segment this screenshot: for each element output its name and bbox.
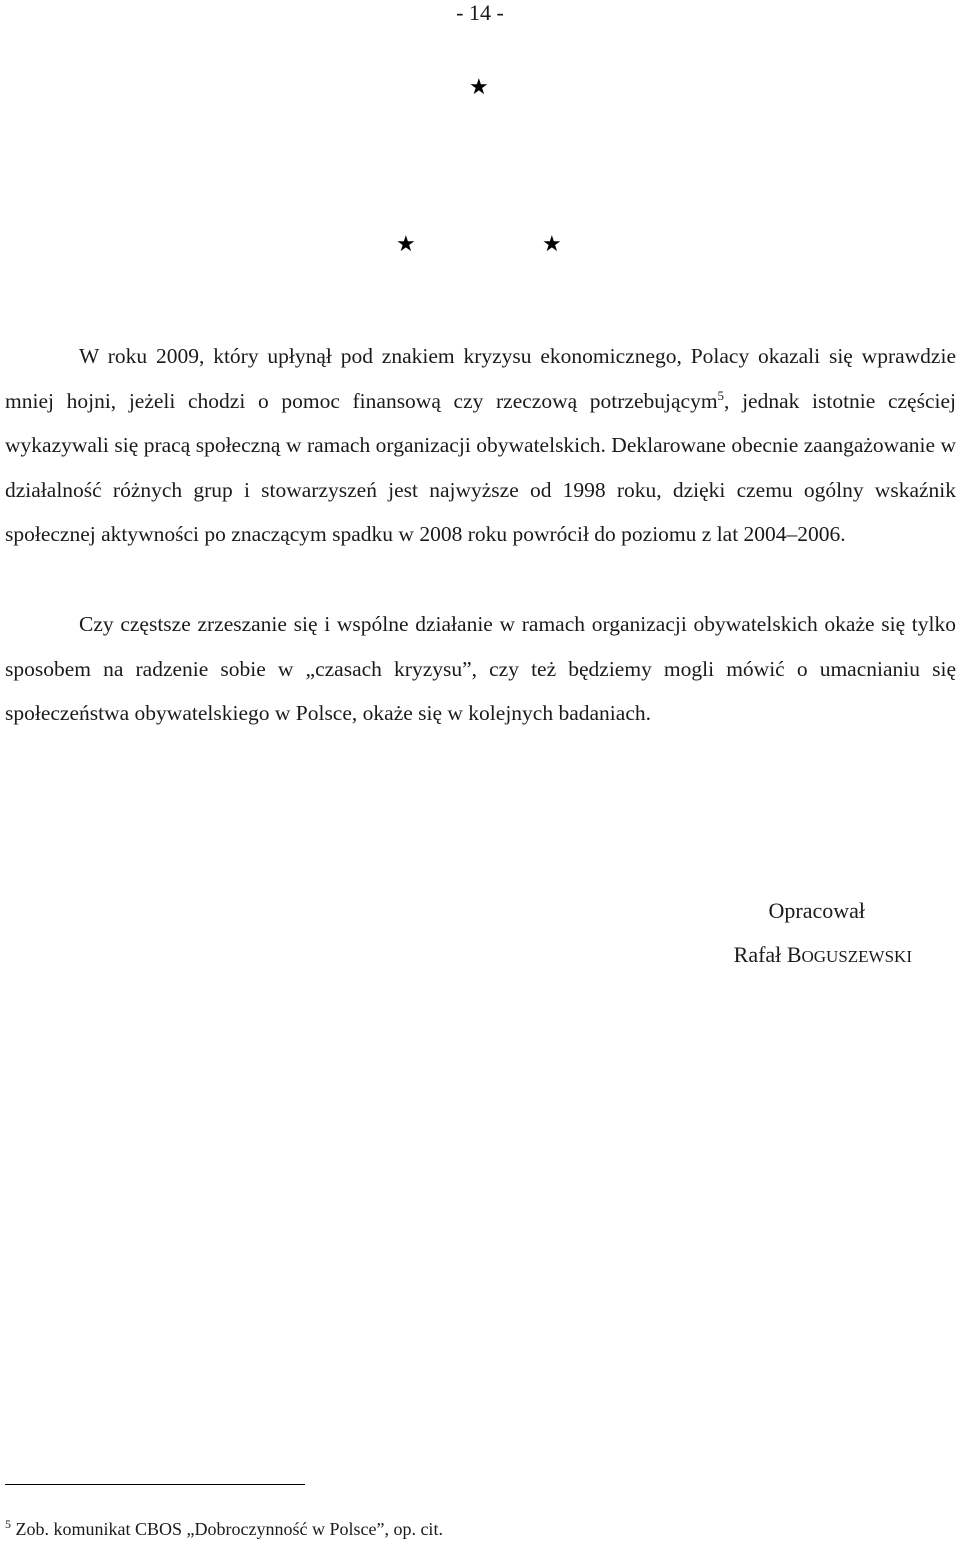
body-paragraph (5, 602, 956, 736)
star-icon: ★ (469, 75, 489, 100)
footnote-text: Zob. komunikat CBOS „Dobroczynność w Polsce”, op. cit. (15, 1519, 443, 1539)
page-number: - 14 - (456, 0, 504, 25)
author-surname-initial: B (786, 942, 802, 967)
signature-role: Opracował (768, 898, 865, 923)
signature-author (734, 933, 912, 979)
footnote-divider (5, 1484, 305, 1485)
star-icon: ★ (542, 232, 562, 257)
paragraph-text: W roku 2009, który upłynął pod znakiem kryzysu ekonomicznego, Polacy okazali się wprawdzie mniej hojni, jeżeli chodzi o pomoc finansową czy rzeczową potrzebującym (5, 344, 956, 413)
paragraph-text: Czy częstsze zrzeszanie się i wspólne działanie w ramach organizacji obywatelskich okaże się tylko sposobem na radzenie sobie w „czasach kryzysu”, czy też będziemy mogli mówić o umacnianiu się społeczeństwa obywatelskiego w Polsce, okaże się w kolejnych badaniach. (5, 612, 956, 725)
paragraph-text: , jednak istotnie częściej wykazywali się pracą społeczną w ramach organizacji obywatelskich. Deklarowane obecnie zaangażowanie w działalność różnych grup i stowarzyszeń jest najwyższe od 1998 roku, dzięki czemu ogólny wskaźnik społecznej aktywności po znaczącym spadku w 2008 roku powrócił do poziomu z lat 2004–2006. (5, 388, 956, 546)
author-first-name: Rafał (733, 942, 782, 967)
star-icon: ★ (396, 232, 416, 257)
footnote (5, 1516, 443, 1542)
footnote-number: 5 (5, 1517, 11, 1531)
body-paragraph (5, 334, 956, 557)
author-surname-rest: OGUSZEWSKI (801, 947, 912, 966)
footnote-reference[interactable]: 5 (717, 387, 725, 403)
